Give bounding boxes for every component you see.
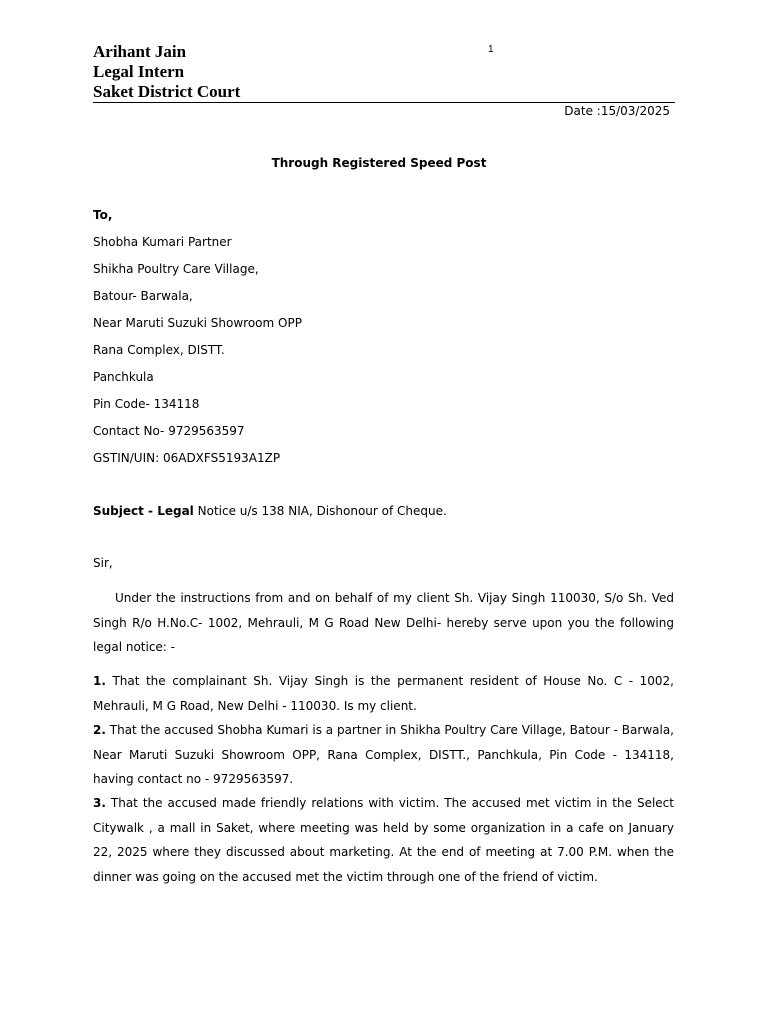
- subject-line: [93, 504, 447, 518]
- subject-text: Notice u/s 138 NIA, Dishonour of Cheque.: [193, 504, 447, 518]
- sender-name: Arihant Jain: [93, 42, 187, 61]
- intro-paragraph: Under the instructions from and on behalf of my client Sh. Vijay Singh 110030, S/o Sh. Ved Singh R/o H.No.C- 1002, Mehrauli, M G Road New Delhi- hereby serve upon you the following legal notice: -: [93, 591, 674, 654]
- address-line: Shobha Kumari Partner: [93, 235, 232, 249]
- point-text: That the accused made friendly relations with victim. The accused met victim in the Select Citywalk , a mall in Saket, where meeting was held by some organization in a cafe on January 22, 2025 where they discussed about marketing. At the end of meeting at 7.00 P.M. when the dinner was going on the accused met the victim through one of the friend of victim.: [93, 796, 674, 884]
- letterhead: [93, 42, 675, 102]
- letter-date: Date :15/03/2025: [564, 104, 670, 118]
- address-line: GSTIN/UIN: 06ADXFS5193A1ZP: [93, 451, 281, 465]
- point-number: 1.: [93, 674, 106, 688]
- recipient-address: [93, 208, 302, 478]
- point-2: [93, 718, 674, 792]
- page-number: 1: [488, 44, 494, 55]
- to-label: To,: [93, 208, 113, 222]
- address-line: Rana Complex, DISTT.: [93, 343, 225, 357]
- point-number: 3.: [93, 796, 106, 810]
- address-line: Panchkula: [93, 370, 154, 384]
- address-line: Shikha Poultry Care Village,: [93, 262, 259, 276]
- header-divider: [93, 102, 675, 103]
- point-3: [93, 791, 674, 889]
- point-1: [93, 669, 674, 718]
- sender-court: Saket District Court: [93, 82, 241, 101]
- address-line: Batour- Barwala,: [93, 289, 193, 303]
- address-line: Near Maruti Suzuki Showroom OPP: [93, 316, 302, 330]
- address-line: Pin Code- 134118: [93, 397, 200, 411]
- subject-label: Subject - Legal: [93, 504, 194, 518]
- salutation: Sir,: [93, 556, 113, 570]
- address-line: Contact No- 9729563597: [93, 424, 245, 438]
- delivery-mode: Through Registered Speed Post: [271, 156, 487, 170]
- sender-designation: Legal Intern: [93, 62, 185, 81]
- point-text: That the complainant Sh. Vijay Singh is the permanent resident of House No. C - 1002, Mehrauli, M G Road, New Delhi - 110030. Is my client.: [93, 674, 674, 713]
- point-number: 2.: [93, 723, 106, 737]
- point-text: That the accused Shobha Kumari is a partner in Shikha Poultry Care Village, Batour - Barwala, Near Maruti Suzuki Showroom OPP, Rana Complex, DISTT., Panchkula, Pin Code - 134118, having contact no - 9729563597.: [93, 723, 674, 786]
